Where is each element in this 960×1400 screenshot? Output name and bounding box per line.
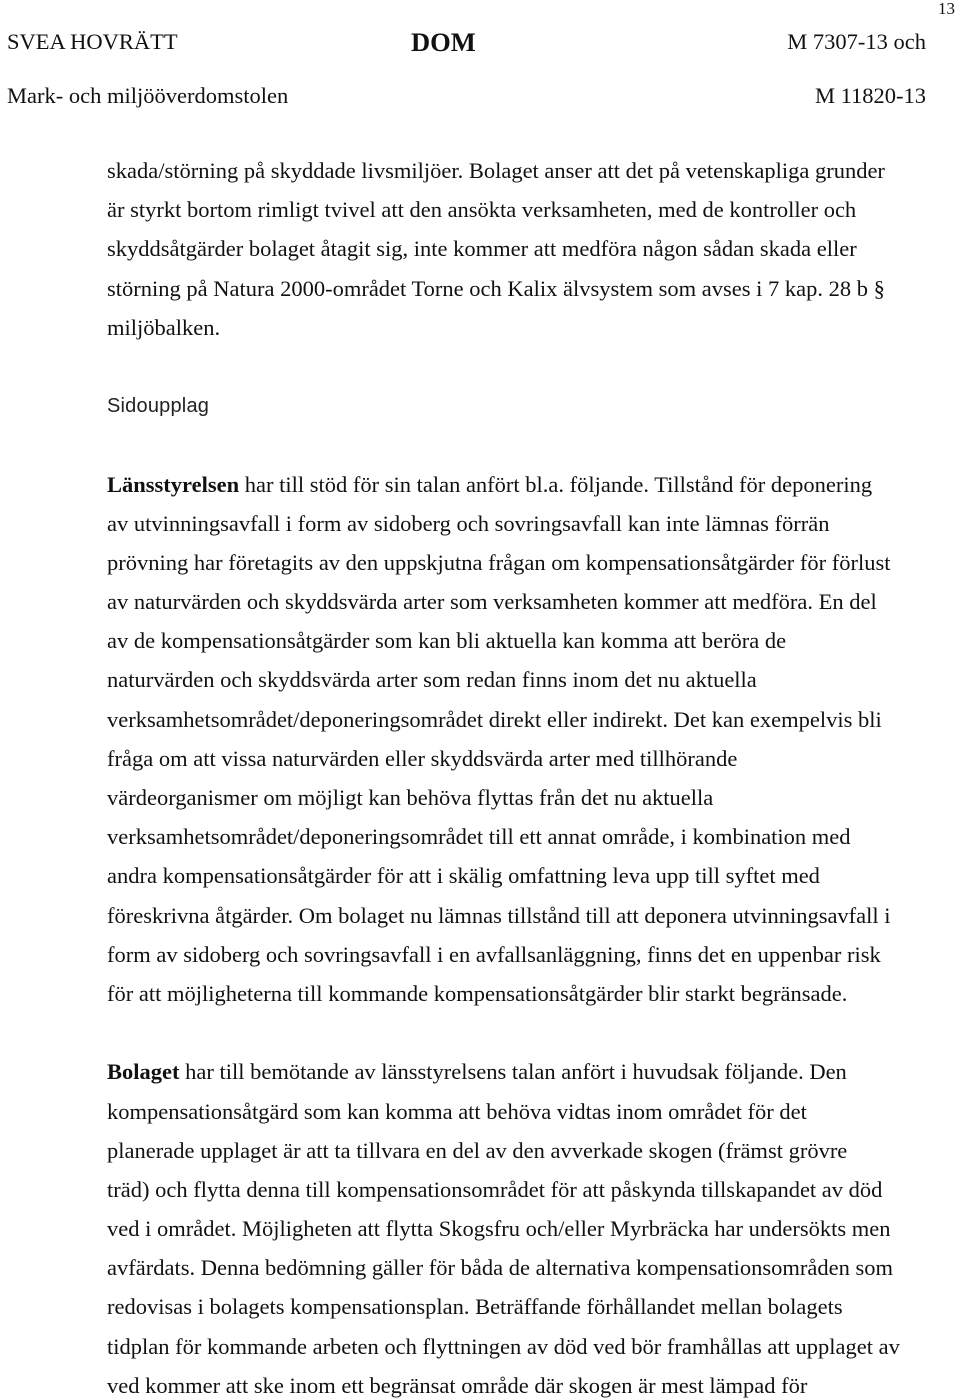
text-line bbox=[107, 472, 947, 498]
paragraph-lead-lansstyrelsen: Länsstyrelsen bbox=[107, 471, 240, 497]
paragraph-lead-bolaget: Bolaget bbox=[107, 1059, 180, 1085]
text-line: värdeorganismer om möjligt kan behöva flyttas från det nu aktuella bbox=[107, 785, 714, 811]
text-line: tidplan för kommande arbeten och flyttningen av död ved bör framhållas att upplaget av bbox=[107, 1333, 900, 1359]
text-line: för att möjligheterna till kommande kompensationsåtgärder blir starkt begränsade. bbox=[107, 980, 848, 1006]
text-line bbox=[107, 1059, 947, 1085]
department-name: Mark- och miljööverdomstolen bbox=[7, 83, 289, 108]
text-line: skyddsåtgärder bolaget åtagit sig, inte kommer att medföra någon sådan skada eller bbox=[107, 236, 857, 262]
text-line-rest: har till bemötande av länsstyrelsens talan anfört i huvudsak följande. Den bbox=[185, 1059, 847, 1085]
text-line: fråga om att vissa naturvärden eller skyddsvärda arter med tillhörande bbox=[107, 745, 738, 771]
document-type: DOM bbox=[411, 27, 476, 57]
text-line: är styrkt bortom rimligt tvivel att den ansökta verksamheten, med de kontroller och bbox=[107, 197, 857, 223]
text-line: andra kompensationsåtgärder för att i skälig omfattning leva upp till syftet med bbox=[107, 863, 820, 889]
text-line: ved kommer att ske inom ett begränsat område där skogen är mest lämpad för bbox=[107, 1372, 808, 1398]
paragraph-lansstyrelsen bbox=[107, 472, 947, 1007]
text-line: planerade upplaget är att ta tillvara en del av den avverkade skogen (främst grövre bbox=[107, 1137, 848, 1163]
text-line-rest: har till stöd för sin talan anfört bl.a. följande. Tillstånd för deponering bbox=[244, 471, 873, 497]
court-name: SVEA HOVRÄTT bbox=[7, 29, 178, 54]
case-number-line-2: M 11820-13 bbox=[814, 83, 926, 108]
text-line: avfärdats. Denna bedömning gäller för båda de alternativa kompensationsområden som bbox=[107, 1255, 893, 1281]
text-line: ved i området. Möjligheten att flytta Skogsfru och/eller Myrbräcka har undersökts men bbox=[107, 1216, 891, 1242]
text-line: träd) och flytta denna till kompensationsområdet för att påskynda tillskapandet av död bbox=[107, 1176, 883, 1202]
text-line: skada/störning på skyddade livsmiljöer. Bolaget anser att det på vetenskapliga grunder bbox=[107, 158, 885, 183]
section-heading-block bbox=[107, 393, 947, 419]
text-line: föreskrivna åtgärder. Om bolaget nu lämnas tillstånd till att deponera utvinningsavfall i bbox=[107, 902, 891, 928]
text-line: verksamhetsområdet/deponeringsområdet direkt eller indirekt. Det kan exempelvis bli bbox=[107, 706, 882, 732]
text-line: av naturvärden och skyddsvärda arter som verksamheten kommer att medföra. En del bbox=[107, 589, 877, 615]
case-number-line-1: M 7307-13 och bbox=[787, 29, 926, 54]
text-line: verksamhetsområdet/deponeringsområdet till ett annat område, i kombination med bbox=[107, 824, 851, 850]
text-line: av de kompensationsåtgärder som kan bli aktuella kan komma att beröra de bbox=[107, 628, 787, 654]
paragraph-continued bbox=[107, 158, 947, 341]
text-line: form av sidoberg och sovringsavfall i en avfallsanläggning, finns det en uppenbar risk bbox=[107, 941, 881, 967]
paragraph-bolaget bbox=[107, 1059, 947, 1399]
text-line: redovisas i bolagets kompensationsplan. Beträffande förhållandet mellan bolagets bbox=[107, 1294, 843, 1320]
text-line: kompensationsåtgärd som kan komma att behöva vidtas inom området för det bbox=[107, 1098, 807, 1124]
text-line: av utvinningsavfall i form av sidoberg och sovringsavfall kan inte lämnas förrän bbox=[107, 510, 830, 536]
text-line: störning på Natura 2000-området Torne och Kalix älvsystem som avses i 7 kap. 28 b § bbox=[107, 275, 885, 301]
section-heading: Sidoupplag bbox=[107, 395, 210, 418]
document-body bbox=[107, 158, 947, 1399]
text-line: prövning har företagits av den uppskjutna frågan om kompensationsåtgärder för förlust bbox=[107, 549, 891, 575]
page-number: 13 bbox=[938, 0, 955, 18]
text-line: naturvärden och skyddsvärda arter som redan finns inom det nu aktuella bbox=[107, 667, 757, 693]
text-line: miljöbalken. bbox=[107, 314, 221, 340]
